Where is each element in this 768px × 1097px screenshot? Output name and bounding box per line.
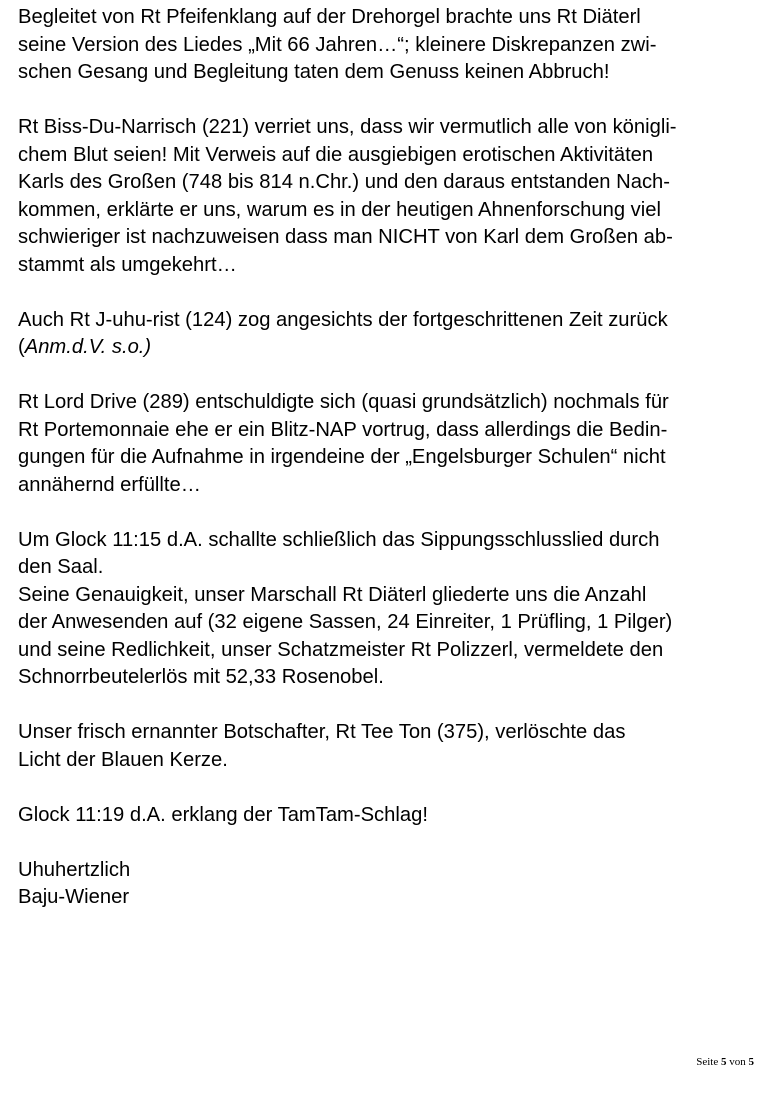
text-line: Um Glock 11:15 d.A. schallte schließlich das Sippungsschlusslied durch xyxy=(18,528,660,551)
text-line: Rt Lord Drive (289) entschuldigte sich (quasi grundsätzlich) nochmals für xyxy=(18,391,669,413)
text-line: und seine Redlichkeit, unser Schatzmeister Rt Polizzerl, vermeldete den xyxy=(18,638,664,661)
paragraph-juhurist xyxy=(18,307,758,362)
text-line: Rt Biss-Du-Narrisch (221) verriet uns, dass wir vermutlich alle von königli- xyxy=(18,116,677,138)
page-number xyxy=(696,1056,754,1068)
paragraph-drehorgel xyxy=(18,4,758,87)
note-open: ( xyxy=(18,336,25,358)
paragraph-tamtam xyxy=(18,802,758,830)
text-line: chem Blut seien! Mit Verweis auf die ausgiebigen erotischen Aktivitäten xyxy=(18,143,654,166)
author-name: Baju-Wiener xyxy=(18,886,130,908)
document-body xyxy=(18,4,758,912)
text-line: Licht der Blauen Kerze. xyxy=(18,748,228,771)
text-line-note xyxy=(18,334,758,362)
text-line: Begleitet von Rt Pfeifenklang auf der Drehorgel brachte uns Rt Diäterl xyxy=(18,6,641,28)
text-line: gungen für die Aufnahme in irgendeine der „Engelsburger Schulen“ nicht xyxy=(18,446,666,468)
page-prefix: Seite xyxy=(696,1056,719,1068)
text-line: seine Version des Liedes „Mit 66 Jahren…“; kleinere Diskrepanzen zwi- xyxy=(18,33,657,56)
text-line: Schnorrbeutelerlös mit 52,33 Rosenobel. xyxy=(18,666,384,688)
text-line: der Anwesenden auf (32 eigene Sassen, 24 Einreiter, 1 Prüfling, 1 Pilger) xyxy=(18,611,673,633)
text-line: Karls des Großen (748 bis 814 n.Chr.) und den daraus entstanden Nach- xyxy=(18,171,670,193)
paragraph-koenigliches-blut xyxy=(18,114,758,279)
text-line: Seine Genauigkeit, unser Marschall Rt Diäterl gliederte uns die Anzahl xyxy=(18,583,647,606)
text-line: Rt Portemonnaie ehe er ein Blitz-NAP vortrug, dass allerdings die Bedin- xyxy=(18,418,668,441)
text-line: schen Gesang und Begleitung taten dem Genuss keinen Abbruch! xyxy=(18,61,610,83)
closing-signature xyxy=(18,857,758,912)
page-total: 5 xyxy=(748,1056,754,1068)
paragraph-lord-drive xyxy=(18,389,758,499)
paragraph-blaue-kerze xyxy=(18,719,758,774)
text-line: schwieriger ist nachzuweisen dass man NICHT von Karl dem Großen ab- xyxy=(18,226,673,248)
text-line: stammt als umgekehrt… xyxy=(18,253,237,276)
text-line: kommen, erklärte er uns, warum es in der heutigen Ahnenforschung viel xyxy=(18,198,661,221)
page-middle: von xyxy=(729,1056,746,1068)
text-line: Unser frisch ernannter Botschafter, Rt Tee Ton (375), verlöschte das xyxy=(18,721,626,743)
text-line: Glock 11:19 d.A. erklang der TamTam-Schlag! xyxy=(18,803,428,826)
paragraph-sippungsschluss xyxy=(18,527,758,692)
closing-greeting: Uhuhertzlich xyxy=(18,858,131,881)
page-current: 5 xyxy=(721,1056,727,1068)
text-line: Auch Rt J-uhu-rist (124) zog angesichts der fortgeschrittenen Zeit zurück xyxy=(18,308,668,331)
editor-note: Anm.d.V. s.o.) xyxy=(24,336,152,358)
text-line: den Saal. xyxy=(18,556,104,578)
text-line: annähernd erfüllte… xyxy=(18,473,201,496)
